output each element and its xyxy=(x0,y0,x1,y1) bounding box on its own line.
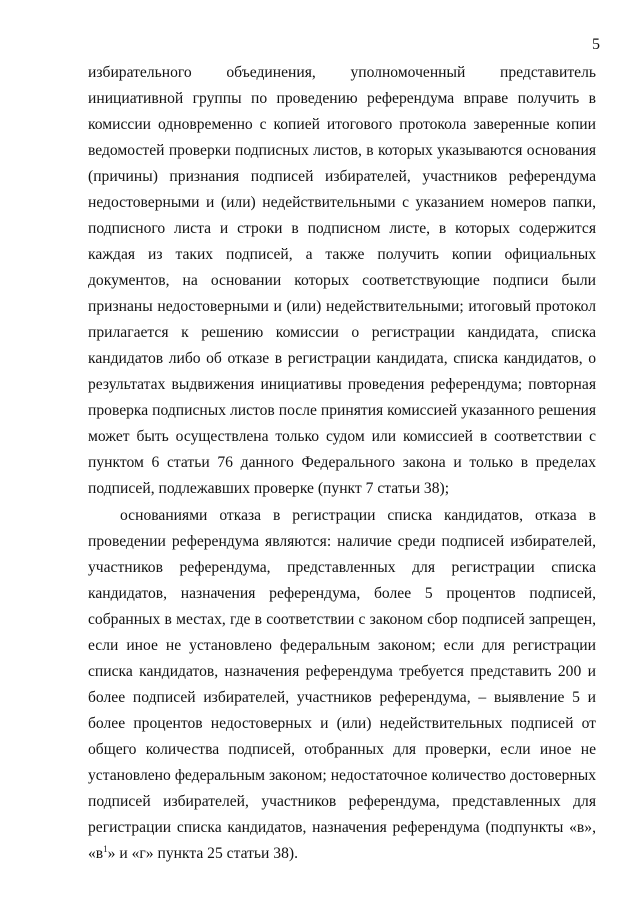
text-line: недостоверными и (или) недействительными с указанием номеров папки, xyxy=(88,194,596,211)
final-line-start: «в xyxy=(88,845,104,862)
text-line: участников референдума, представленных для регистрации списка xyxy=(88,559,596,576)
text-line: ведомостей проверки подписных листов, в которых указываются основания xyxy=(88,142,596,159)
text-line: комиссии одновременно с копией итогового протокола заверенные копии xyxy=(88,116,596,133)
text-line: каждая из таких подписей, а также получить копии официальных xyxy=(88,246,596,263)
text-line: проверка подписных листов после принятия комиссией указанного решения xyxy=(88,402,596,419)
text-line: более подписей избирателей, участников референдума, – выявление 5 и xyxy=(88,689,596,706)
paragraph-1 xyxy=(88,60,596,502)
text-line: подписей, подлежавших проверке (пункт 7 статьи 38); xyxy=(88,480,450,497)
text-line: пунктом 6 статьи 76 данного Федерального закона и только в пределах xyxy=(88,454,596,471)
text-line: кандидатов, назначения референдума, более 5 процентов подписей, xyxy=(88,585,596,602)
superscript-one: 1 xyxy=(103,844,108,854)
text-line: собранных в местах, где в соответствии с законом сбор подписей запрещен, xyxy=(88,611,596,628)
text-line: регистрации списка кандидатов, назначения референдума (подпункты «в», xyxy=(88,819,596,836)
text-line: прилагается к решению комиссии о регистрации кандидата, списка xyxy=(88,324,596,341)
text-line-final xyxy=(88,841,596,867)
text-line: общего количества подписей, отобранных для проверки, если иное не xyxy=(88,741,596,758)
text-line: инициативной группы по проведению референдума вправе получить в xyxy=(88,90,596,107)
text-line: установлено федеральным законом; недостаточное количество достоверных xyxy=(88,767,596,784)
text-line: кандидатов либо об отказе в регистрации кандидата, списка кандидатов, о xyxy=(88,350,596,367)
text-line: более процентов недостоверных и (или) недействительных подписей от xyxy=(88,715,596,732)
text-line: подписей избирателей, участников референдума, представленных для xyxy=(88,793,596,810)
text-line: избирательного объединения, уполномоченный представитель xyxy=(88,64,596,81)
text-line: списка кандидатов, назначения референдума требуется представить 200 и xyxy=(88,663,596,680)
text-line: (причины) признания подписей избирателей, участников референдума xyxy=(88,168,596,185)
text-line: может быть осуществлена только судом или комиссией в соответствии с xyxy=(88,428,596,445)
text-line: подписного листа и строки в подписном листе, в которых содержится xyxy=(88,220,596,237)
text-line: если иное не установлено федеральным законом; если для регистрации xyxy=(88,637,596,654)
paragraph-2 xyxy=(88,503,596,867)
page-number: 5 xyxy=(592,36,600,53)
text-line: основаниями отказа в регистрации списка кандидатов, отказа в xyxy=(120,507,596,524)
final-line-end: » и «г» пункта 25 статьи 38). xyxy=(107,845,298,862)
text-line: проведении референдума являются: наличие среди подписей избирателей, xyxy=(88,533,596,550)
text-line: результатах выдвижения инициативы проведения референдума; повторная xyxy=(88,376,596,393)
text-line: документов, на основании которых соответствующие подписи были xyxy=(88,272,596,289)
text-line: признаны недостоверными и (или) недействительными; итоговый протокол xyxy=(88,298,596,315)
